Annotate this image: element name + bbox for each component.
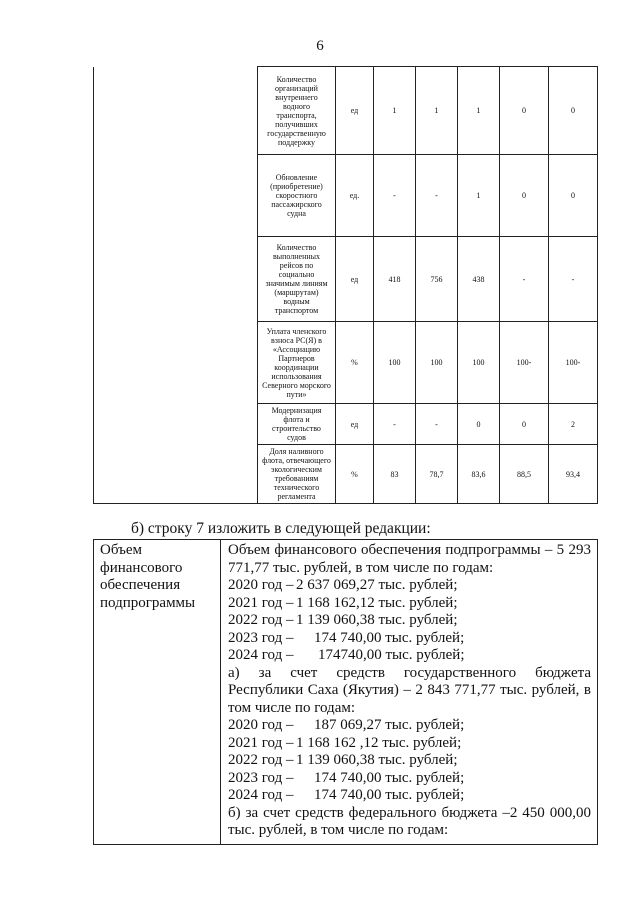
financing-table: [93, 539, 598, 845]
indicator-name: Доля наливного флота, отвечающего экологическим требованиям технического регламента: [258, 445, 336, 504]
indicator-value: 1: [458, 155, 500, 237]
amount: 1 139 060,38 тыс. рублей;: [296, 752, 458, 768]
indicator-name: Модернизация флота и строительство судов: [258, 404, 336, 445]
amount: 187 069,27 тыс. рублей;: [314, 717, 465, 733]
indicator-unit: ед: [336, 404, 374, 445]
amount: 2 637 069,27 тыс. рублей;: [296, 577, 458, 593]
indicator-unit: %: [336, 445, 374, 504]
year: 2021 год –: [228, 594, 294, 611]
table-row: [94, 540, 598, 845]
page-number: 6: [316, 38, 324, 54]
amount: 174 740,00 тыс. рублей;: [314, 629, 465, 646]
list-item: [228, 612, 591, 630]
year: 2024 год –: [228, 647, 294, 663]
amount: 174 740,00 тыс. рублей;: [314, 787, 465, 803]
year: 2022 год –: [228, 612, 294, 628]
indicators-table: [93, 66, 598, 504]
indicator-value: 2: [549, 404, 598, 445]
indicator-value: 1: [374, 67, 416, 155]
indicator-value: 83,6: [458, 445, 500, 504]
indicator-value: -: [416, 404, 458, 445]
amount: 1 139 060,38 тыс. рублей;: [296, 612, 458, 628]
table-row: [94, 67, 598, 155]
amount: 174 740,00 тыс. рублей;: [314, 769, 465, 786]
indicator-value: 0: [549, 155, 598, 237]
indicator-value: 0: [500, 67, 549, 155]
indicator-unit: ед.: [336, 155, 374, 237]
list-item: [228, 787, 591, 805]
indicator-value: -: [500, 237, 549, 322]
indicator-value: 0: [500, 155, 549, 237]
amount: 174740,00 тыс. рублей;: [318, 647, 465, 663]
indicator-value: 100-: [500, 322, 549, 404]
indicator-value: 100-: [549, 322, 598, 404]
indicator-value: -: [416, 155, 458, 237]
amount: 1 168 162 ,12 тыс. рублей;: [296, 734, 462, 751]
indicator-value: 100: [416, 322, 458, 404]
indicator-value: 1: [416, 67, 458, 155]
indicator-value: 438: [458, 237, 500, 322]
indicator-value: -: [374, 155, 416, 237]
indicator-value: 83: [374, 445, 416, 504]
list-item: [228, 630, 591, 648]
indicator-unit: ед: [336, 67, 374, 155]
total-text: Объем финансового обеспечения подпрограммы – 5 293 771,77 тыс. рублей, в том числе по годам:: [228, 542, 591, 576]
financing-body: [221, 540, 598, 845]
indicator-value: 0: [500, 404, 549, 445]
indicator-value: 0: [549, 67, 598, 155]
list-item: [228, 717, 591, 735]
indicator-name: Уплата членского взноса РС(Я) в «Ассоциацию Партнеров координации использования Северного морского пути»: [258, 322, 336, 404]
year: 2023 год –: [228, 769, 294, 786]
financing-label: Объем финансового обеспечения подпрограммы: [94, 540, 221, 845]
indicator-unit: %: [336, 322, 374, 404]
indicator-name: Обновление (приобретение) скоростного пассажирского судна: [258, 155, 336, 237]
federal-text: б) за счет средств федерального бюджета –2 450 000,00 тыс. рублей, в том числе по годам:: [228, 804, 591, 838]
year: 2021 год –: [228, 734, 294, 751]
indicator-name: Количество организаций внутреннего водного транспорта, получивших государственную поддержку: [258, 67, 336, 155]
indicator-value: 93,4: [549, 445, 598, 504]
year: 2022 год –: [228, 752, 294, 768]
list-item: [228, 577, 591, 595]
indicator-value: 418: [374, 237, 416, 322]
indicator-value: 1: [458, 67, 500, 155]
indicator-value: 0: [458, 404, 500, 445]
indicator-value: 100: [374, 322, 416, 404]
year: 2023 год –: [228, 629, 294, 646]
amendment-intro: б) строку 7 изложить в следующей редакции:: [131, 520, 431, 537]
indicator-value: 756: [416, 237, 458, 322]
indicator-value: 100: [458, 322, 500, 404]
indicator-value: -: [374, 404, 416, 445]
amount: 1 168 162,12 тыс. рублей;: [296, 594, 458, 611]
year: 2020 год –: [228, 577, 294, 593]
indicator-unit: ед: [336, 237, 374, 322]
list-item: [228, 770, 591, 788]
indicator-name: Количество выполненных рейсов по социально значимым линиям (маршрутам) водным транспортом: [258, 237, 336, 322]
indicator-value: 88,5: [500, 445, 549, 504]
list-item: [228, 595, 591, 613]
list-item: [228, 752, 591, 770]
list-item: [228, 647, 591, 665]
indicator-value: 78,7: [416, 445, 458, 504]
indicator-value: -: [549, 237, 598, 322]
regional-text: а) за счет средств государственного бюджета Республики Саха (Якутия) – 2 843 771,77 тыс. рублей, в том числе по годам:: [228, 664, 591, 716]
year: 2020 год –: [228, 717, 294, 733]
list-item: [228, 735, 591, 753]
year: 2024 год –: [228, 787, 294, 803]
